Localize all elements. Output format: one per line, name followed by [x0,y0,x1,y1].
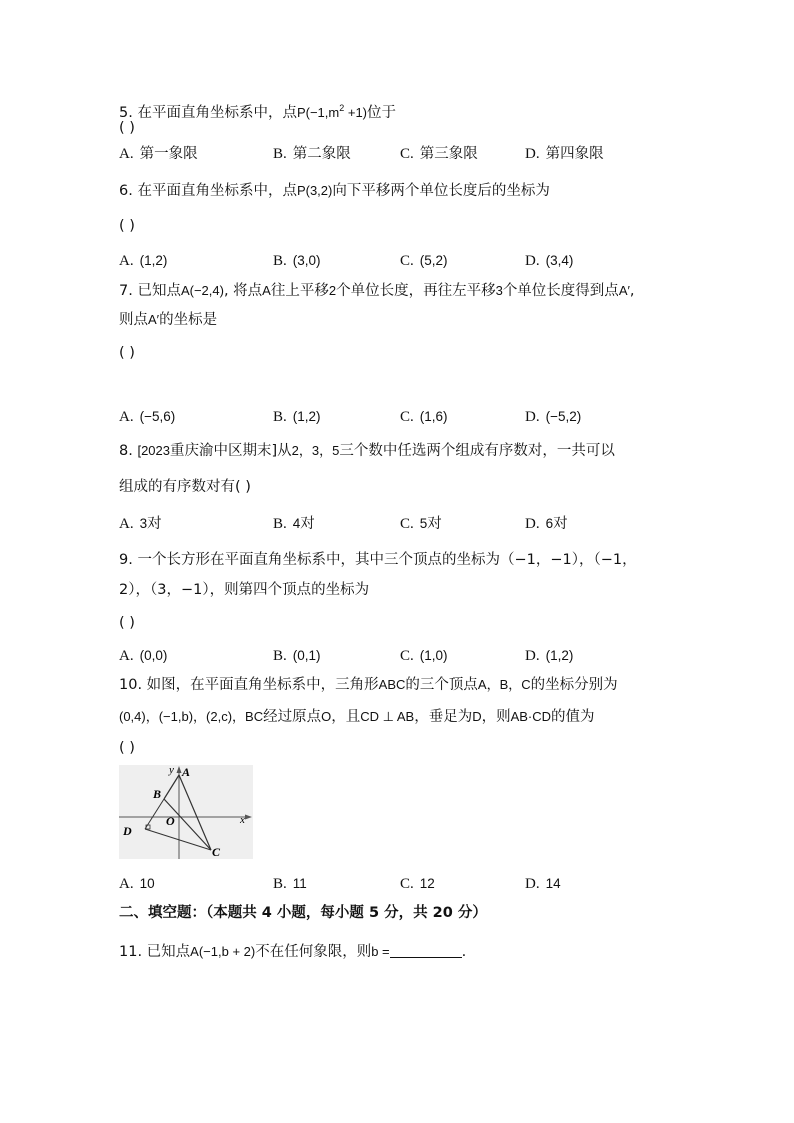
q5-option-d[interactable] [525,144,604,164]
label-y: y [169,765,174,776]
q7-math-1: A(−2,4) [180,283,224,298]
q9-option-d[interactable] [525,646,573,666]
q10-l2-text-b: 经过原点 [263,709,322,725]
option-text: (1,2) [545,648,574,663]
q6-option-b[interactable] [273,251,321,271]
q8-prefix: 8. [119,443,138,459]
q9-option-a[interactable] [119,646,167,666]
q5-prefix: 5. 在平面直角坐标系中，点 [119,105,297,121]
option-text: 12 [419,876,435,891]
question-8 [119,441,615,461]
q10-l2-text-h: ，则 [481,709,511,725]
q10-math-vertices: A，B，C [477,677,531,692]
q7-l2-text-a: 则点 [119,312,148,328]
label-x: x [240,814,245,826]
option-label: A. [119,409,134,425]
q10-text-b: 的三个顶点 [405,677,478,693]
q7-text-2: , 将点 [223,283,263,299]
option-text: 对 [300,516,315,532]
q7-text-3: 往上平移 [270,283,329,299]
option-text: 10 [139,876,155,891]
q6-suffix: 向下平移两个单位长度后的坐标为 [332,183,550,199]
option-label: B. [273,516,287,532]
q7-math-5: A′ [618,283,630,298]
question-5 [119,98,396,123]
label-o: O [166,814,175,828]
q11-end: . [461,944,467,960]
q10-coords: (0,4)，(−1,b)，(2,c)，BC [119,709,264,724]
q7-l2-math: A′ [148,312,160,327]
option-label: C. [400,253,414,269]
section-2-title: 二、填空题：（本题共 4 小题，每小题 5 分，共 20 分） [119,905,487,921]
q8-tag-text: 重庆渝中区期末]从 [170,443,292,459]
q10-l2-math-product: AB·CD [510,709,552,724]
q5-option-a[interactable] [119,144,198,164]
q8-option-c[interactable] [400,514,442,534]
option-text: (1,0) [419,648,448,663]
option-label: A. [119,876,134,892]
option-label: D. [525,648,540,664]
option-label: B. [273,146,287,162]
option-label: D. [525,253,540,269]
option-text: 第四象限 [545,146,604,162]
segment-ab [164,775,179,799]
q8-option-a[interactable] [119,514,162,534]
q10-math-abc: ABC [378,677,406,692]
q10-figure [119,765,253,859]
coordinate-diagram [119,765,253,859]
option-label: D. [525,409,540,425]
question-9: 9. 一个长方形在平面直角坐标系中，其中三个顶点的坐标为（−1，−1），（−1， [119,552,637,568]
option-label: C. [400,648,414,664]
label-d: D [123,824,132,838]
option-label: A. [119,253,134,269]
q7-text-1: 7. 已知点 [119,283,181,299]
option-text: 对 [147,516,162,532]
option-text: 对 [427,516,442,532]
option-text: (0,1) [292,648,321,663]
q6-option-a[interactable] [119,251,167,271]
q9-option-c[interactable] [400,646,448,666]
q11-text-b: 不在任何象限，则 [255,944,372,960]
q8-option-d[interactable] [525,514,568,534]
label-b: B [153,787,162,801]
q10-option-c[interactable] [400,874,435,894]
q10-l2-text-d: ，且 [331,709,361,725]
question-6 [119,181,550,201]
option-text: (3,4) [545,253,574,268]
q10-l2-text-j: 的值为 [551,709,595,725]
q7-math-2: A [262,283,271,298]
option-label: A. [119,648,134,664]
q7-l2-text-b: 的坐标是 [159,312,218,328]
q6-paren: ( ) [119,218,135,234]
option-text: 11 [292,876,307,891]
option-text: 第二象限 [292,146,351,162]
option-label: A. [119,516,134,532]
q5-paren: ( ) [119,120,135,136]
q11-math-point: A(−1,b + 2) [190,944,256,959]
q11-math-b: b = [371,944,390,959]
q10-l2-math-perp: CD ⊥ AB [360,709,415,724]
q8-numbers: 2，3，5 [291,443,340,458]
q8-option-b[interactable] [273,514,315,534]
q7-text-4: 个单位长度，再往左平移 [336,283,496,299]
option-text: 14 [545,876,561,891]
q10-option-a[interactable] [119,874,155,894]
q6-math: P(3,2) [296,183,333,198]
option-num: 5 [419,516,428,531]
q7-paren: ( ) [119,345,135,361]
q5-suffix: 位于 [367,105,396,121]
q7-option-b[interactable] [273,407,321,427]
question-7 [119,281,635,301]
q7-math-4: 3 [495,283,503,298]
option-num: 6 [545,516,554,531]
question-9-line-2: 2），（3，−1），则第四个顶点的坐标为 [119,582,370,598]
q5-math-after: +1) [344,105,367,120]
q5-math-before: P(−1,m [296,105,340,120]
option-text: 第一象限 [139,146,198,162]
q7-math-3: 2 [328,283,337,298]
segment-ac [179,775,211,850]
q10-l2-text-f: ，垂足为 [414,709,473,725]
q8-tag-year: [2023 [137,443,170,458]
question-7-line-2 [119,310,217,330]
q7-text-6: , [629,283,635,299]
q6-option-c[interactable] [400,251,448,271]
option-label: B. [273,409,287,425]
q7-option-d[interactable] [525,407,581,427]
option-label: D. [525,516,540,532]
question-10 [119,675,618,695]
q7-option-a[interactable] [119,407,175,427]
q10-l2-math-o: O [321,709,332,724]
q10-l2-math-d: D [472,709,482,724]
x-axis-arrow-icon [245,815,252,820]
answer-blank[interactable] [390,943,462,958]
option-label: C. [400,409,414,425]
option-text: (1,2) [139,253,168,268]
option-label: D. [525,146,540,162]
label-a: A [182,765,191,779]
q7-option-c[interactable] [400,407,448,427]
option-label: C. [400,146,414,162]
option-label: B. [273,648,287,664]
question-10-line-2 [119,707,595,727]
q9-paren: ( ) [119,615,135,631]
q10-text-d: 的坐标分别为 [530,677,618,693]
question-11 [119,942,466,962]
option-text: 对 [553,516,568,532]
q5-option-c[interactable] [400,144,478,164]
option-label: C. [400,516,414,532]
q10-option-b[interactable] [273,874,307,894]
option-label: C. [400,876,414,892]
option-text: (1,2) [292,409,321,424]
q6-option-d[interactable] [525,251,573,271]
y-axis-arrow-icon [177,766,182,773]
q10-option-d[interactable] [525,874,561,894]
question-8-line-2: 组成的有序数对有( ) [119,479,251,495]
option-text: (−5,2) [545,409,582,424]
option-label: B. [273,876,287,892]
option-label: B. [273,253,287,269]
q6-prefix: 6. 在平面直角坐标系中，点 [119,183,297,199]
option-num: 4 [292,516,301,531]
q7-text-5: 个单位长度得到点 [502,283,619,299]
q10-paren: ( ) [119,740,135,756]
q11-text-a: 11. 已知点 [119,944,191,960]
option-text: (3,0) [292,253,321,268]
q5-option-b[interactable] [273,144,351,164]
label-c: C [212,845,221,859]
option-text: (0,0) [139,648,168,663]
option-num: 3 [139,516,148,531]
option-text: (−5,6) [139,409,176,424]
q5-math [297,105,367,120]
option-label: D. [525,876,540,892]
q8-rest: 三个数中任选两个组成有序数对，一共可以 [339,443,615,459]
option-label: A. [119,146,134,162]
option-text: (1,6) [419,409,448,424]
segment-bd [145,799,164,829]
option-text: 第三象限 [419,146,478,162]
option-text: (5,2) [419,253,448,268]
q5-sup: 2 [339,103,345,113]
q9-option-b[interactable] [273,646,321,666]
q10-text-a: 10. 如图，在平面直角坐标系中，三角形 [119,677,379,693]
